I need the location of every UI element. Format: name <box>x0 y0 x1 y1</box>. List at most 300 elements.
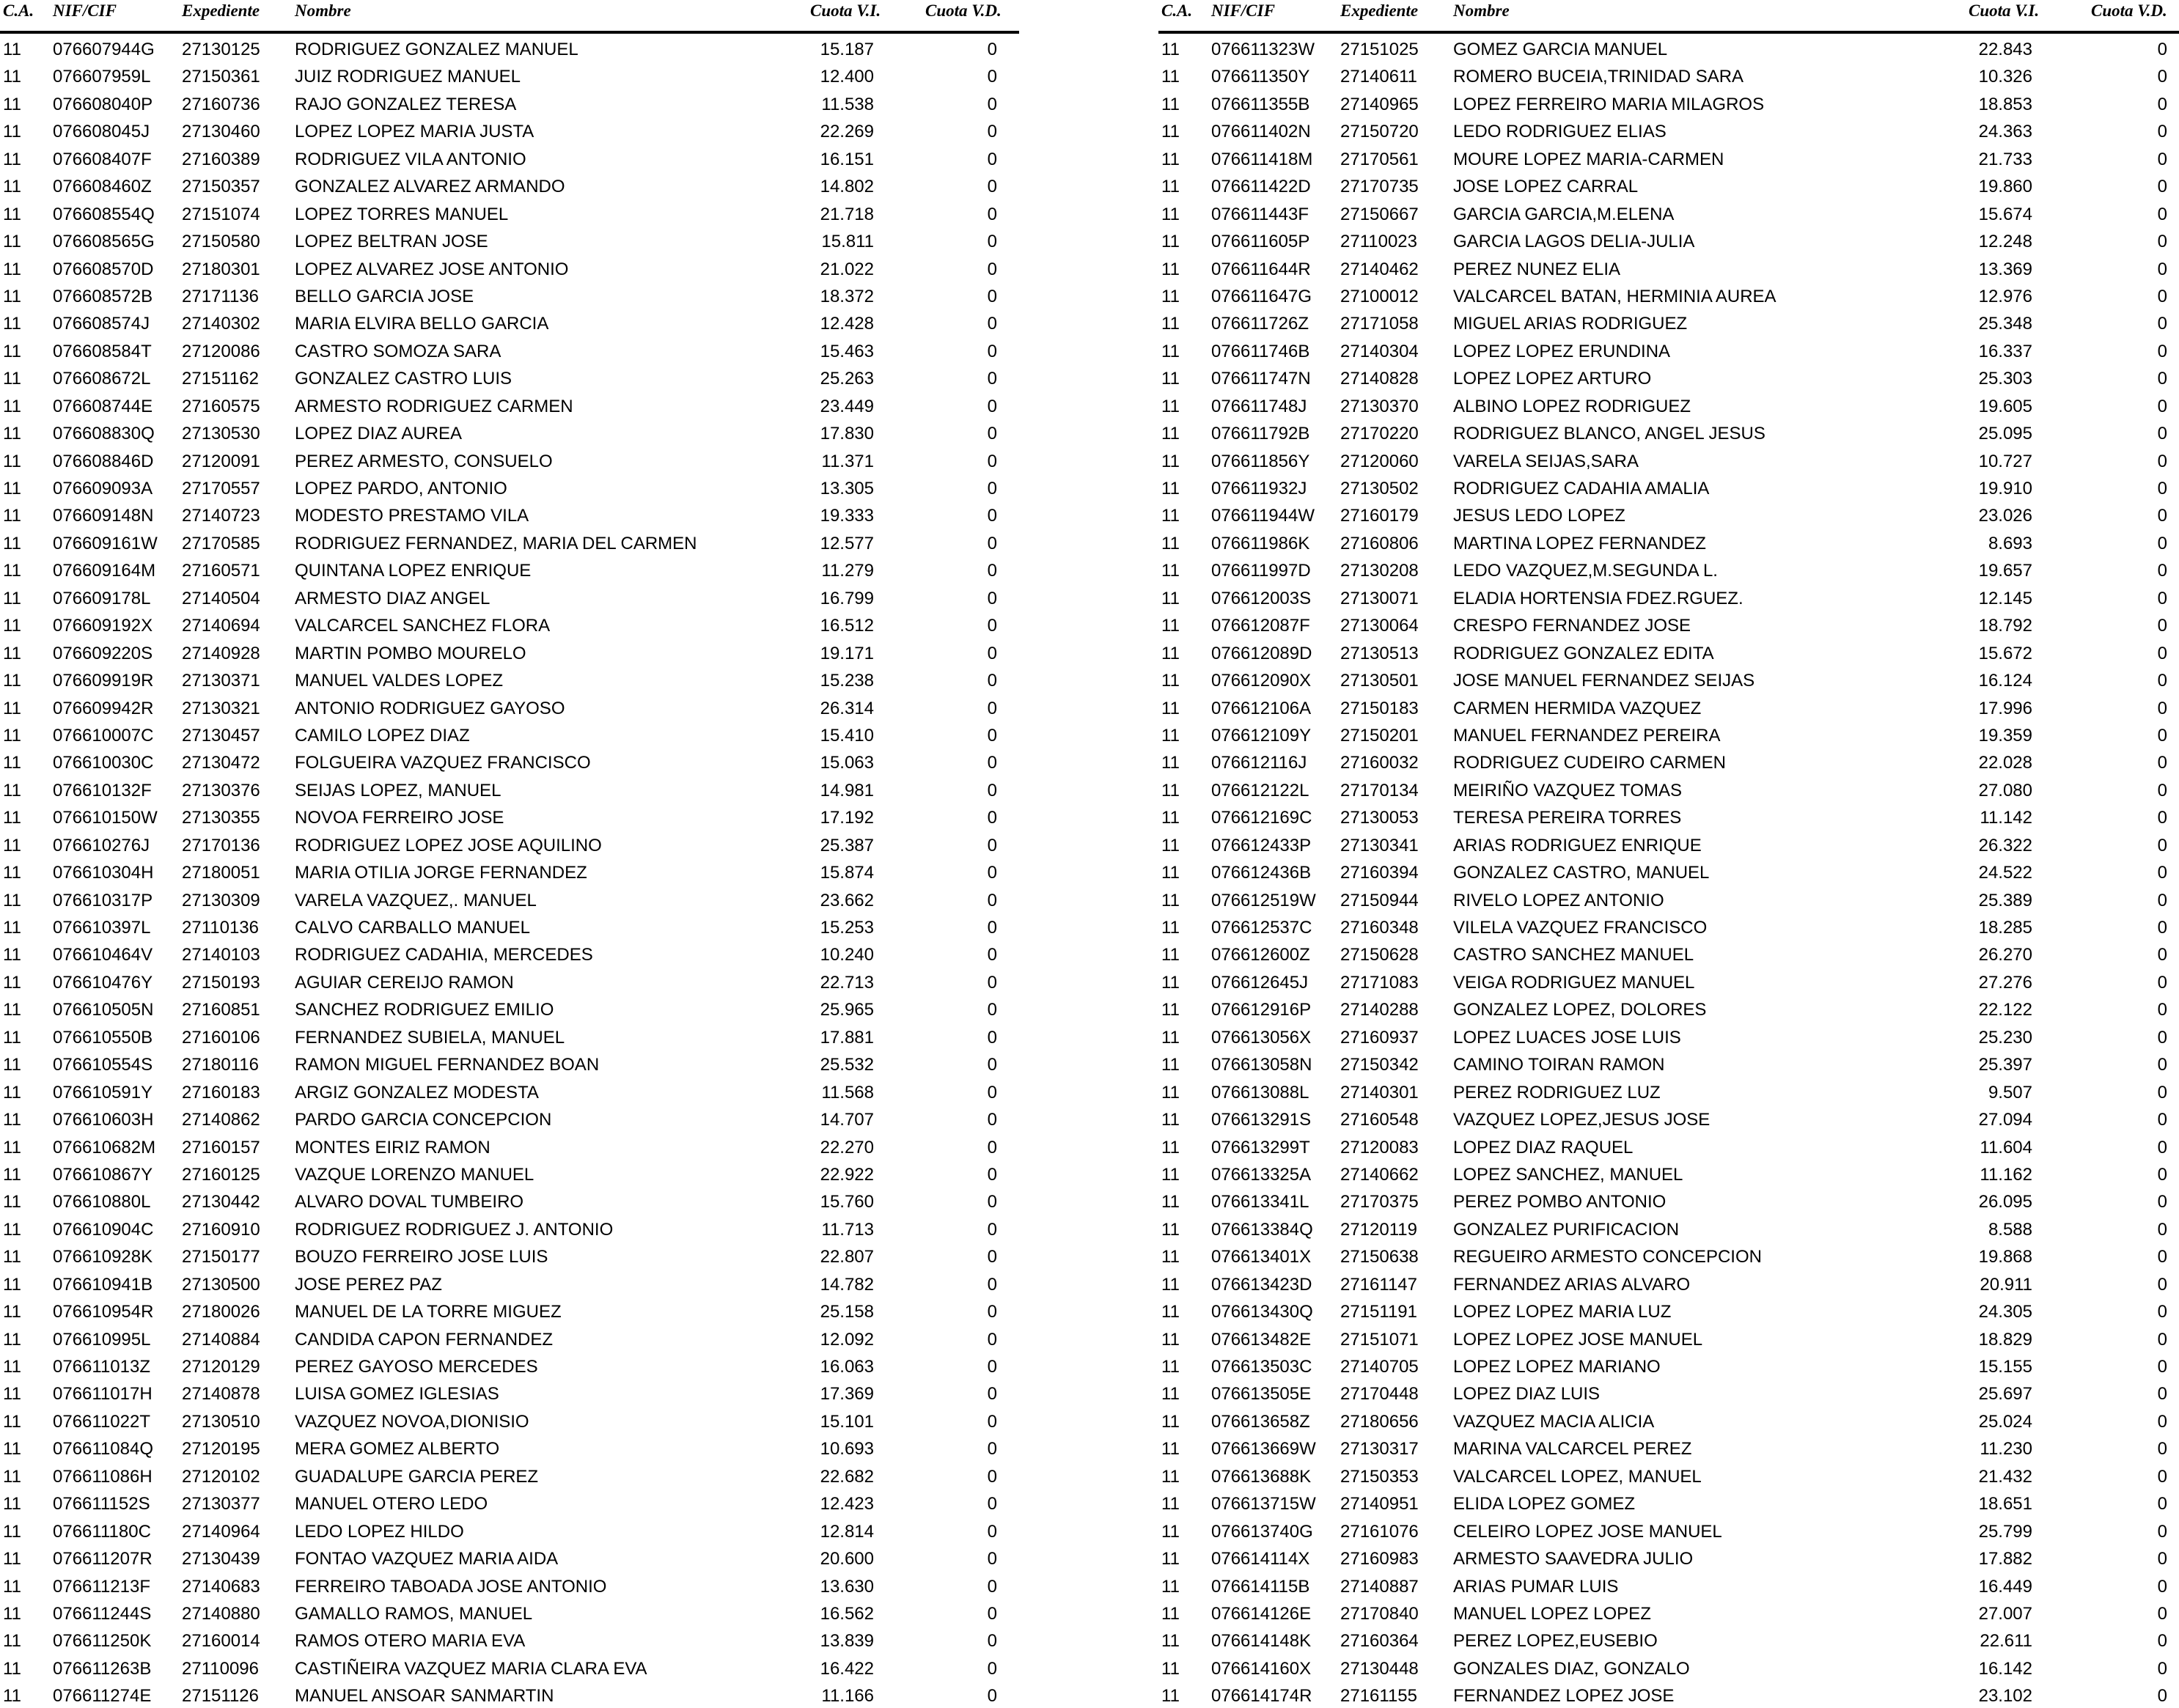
cell-ca: 11 <box>3 1027 21 1048</box>
cell-cuota-vd: 0 <box>2157 451 2167 471</box>
cell-ca: 11 <box>1161 1631 1180 1652</box>
cell-expediente: 27140103 <box>182 945 260 965</box>
cell-nif: 076611932J <box>1211 479 1307 498</box>
table-row <box>1158 116 2179 143</box>
cell-nif: 076612003S <box>1211 588 1312 608</box>
cell-cuota-vd: 0 <box>987 945 997 965</box>
cell-ca: 11 <box>1161 890 1180 910</box>
cell-expediente: 27130460 <box>182 122 260 142</box>
cell-expediente: 27130472 <box>182 753 260 773</box>
header-expediente: Expediente <box>1340 1 1419 20</box>
cell-nombre: GUADALUPE GARCIA PEREZ <box>295 1466 539 1487</box>
cell-ca: 11 <box>3 835 21 855</box>
cell-cuota-vd: 0 <box>987 890 997 910</box>
cell-nif: 076610476Y <box>53 972 153 993</box>
cell-nombre: RODRIGUEZ VILA ANTONIO <box>295 149 526 169</box>
cell-cuota-vi: 13.630 <box>820 1576 874 1597</box>
table-row <box>0 1022 1019 1049</box>
cell-nif: 076611207R <box>53 1549 153 1569</box>
cell-cuota-vi: 23.662 <box>820 890 874 910</box>
cell-nombre: GONZALES DIAZ, GONZALO <box>1453 1658 1690 1679</box>
cell-ca: 11 <box>3 1247 21 1267</box>
cell-cuota-vd: 0 <box>987 588 997 608</box>
cell-nombre: LOPEZ LOPEZ JOSE MANUEL <box>1453 1329 1703 1350</box>
cell-nif: 076613058N <box>1211 1055 1312 1075</box>
cell-nif: 076613423D <box>1211 1274 1312 1295</box>
cell-nombre: VALCARCEL BATAN, HERMINIA AUREA <box>1453 286 1776 306</box>
table-row <box>1158 1653 2179 1680</box>
cell-cuota-vi: 11.166 <box>821 1686 874 1707</box>
cell-ca: 11 <box>1161 1411 1180 1432</box>
cell-nombre: MERA GOMEZ ALBERTO <box>295 1439 500 1459</box>
table-row <box>1158 34 2179 61</box>
cell-cuota-vi: 25.348 <box>1978 314 2032 334</box>
cell-nif: 076609148N <box>53 506 154 526</box>
table-row <box>1158 994 2179 1021</box>
cell-nif: 076611997D <box>1211 561 1311 581</box>
cell-cuota-vi: 10.693 <box>820 1439 874 1459</box>
cell-expediente: 27150353 <box>1340 1466 1419 1487</box>
cell-expediente: 27130317 <box>1340 1439 1419 1459</box>
cell-ca: 11 <box>3 40 21 59</box>
cell-expediente: 27151074 <box>182 204 260 224</box>
cell-ca: 11 <box>3 1631 21 1652</box>
table-row <box>1158 1077 2179 1104</box>
cell-cuota-vi: 19.910 <box>1978 479 2032 498</box>
cell-nif: 076614160X <box>1211 1658 1312 1679</box>
table-row <box>1158 1324 2179 1351</box>
table-row <box>0 747 1019 774</box>
cell-cuota-vi: 25.263 <box>820 369 874 389</box>
cell-expediente: 27130502 <box>1340 479 1419 498</box>
cell-ca: 11 <box>1161 149 1180 169</box>
cell-cuota-vi: 24.363 <box>1978 122 2032 142</box>
cell-nombre: GONZALEZ PURIFICACION <box>1453 1219 1680 1240</box>
cell-ca: 11 <box>3 1411 21 1432</box>
cell-cuota-vi: 14.802 <box>820 177 874 197</box>
table-row <box>0 1433 1019 1460</box>
cell-cuota-vd: 0 <box>2157 1439 2167 1459</box>
cell-cuota-vd: 0 <box>987 1658 997 1679</box>
table-row <box>0 693 1019 720</box>
cell-cuota-vd: 0 <box>2157 1164 2167 1185</box>
cell-expediente: 27130457 <box>182 725 260 746</box>
cell-nombre: ELADIA HORTENSIA FDEZ.RGUEZ. <box>1453 588 1743 608</box>
cell-ca: 11 <box>1161 1082 1180 1103</box>
cell-nif: 076611263B <box>53 1658 152 1679</box>
cell-nombre: VILELA VAZQUEZ FRANCISCO <box>1453 918 1708 938</box>
cell-nif: 076610682M <box>53 1137 156 1157</box>
cell-expediente: 27140462 <box>1340 259 1419 279</box>
table-row <box>1158 144 2179 171</box>
cell-cuota-vd: 0 <box>987 616 997 636</box>
cell-nombre: MANUEL DE LA TORRE MIGUEZ <box>295 1302 562 1322</box>
cell-nombre: CASTRO SOMOZA SARA <box>295 341 501 361</box>
cell-cuota-vi: 27.080 <box>1978 780 2032 800</box>
cell-expediente: 27130064 <box>1340 616 1419 636</box>
cell-cuota-vi: 17.996 <box>1978 698 2032 718</box>
table-row <box>1158 336 2179 363</box>
cell-ca: 11 <box>1161 204 1180 224</box>
cell-cuota-vd: 0 <box>2157 1521 2167 1542</box>
cell-nif: 076612090X <box>1211 671 1312 691</box>
table-row <box>1158 446 2179 473</box>
cell-ca: 11 <box>3 424 21 444</box>
cell-ca: 11 <box>3 1110 21 1130</box>
cell-expediente: 27170735 <box>1340 177 1419 197</box>
cell-cuota-vi: 15.674 <box>1978 204 2032 224</box>
cell-cuota-vi: 25.965 <box>820 1000 874 1020</box>
table-row <box>0 473 1019 500</box>
table-row <box>0 1351 1019 1378</box>
cell-expediente: 27120086 <box>182 341 260 361</box>
cell-nombre: ARMESTO DIAZ ANGEL <box>295 588 490 608</box>
table-row <box>0 144 1019 171</box>
cell-nombre: GONZALEZ LOPEZ, DOLORES <box>1453 1000 1707 1020</box>
cell-nif: 076610954R <box>53 1302 154 1322</box>
cell-cuota-vd: 0 <box>987 1082 997 1103</box>
cell-nombre: LOPEZ LOPEZ MARIANO <box>1453 1357 1661 1377</box>
table-row <box>0 1269 1019 1296</box>
table-row <box>0 1049 1019 1076</box>
cell-ca: 11 <box>1161 918 1180 938</box>
cell-nombre: RAMOS OTERO MARIA EVA <box>295 1631 526 1652</box>
cell-nombre: MONTES EIRIZ RAMON <box>295 1137 490 1157</box>
table-row <box>1158 802 2179 829</box>
cell-expediente: 27170585 <box>182 533 260 553</box>
cell-cuota-vd: 0 <box>987 479 997 498</box>
cell-ca: 11 <box>1161 643 1180 663</box>
cell-expediente: 27130355 <box>182 808 260 828</box>
cell-cuota-vd: 0 <box>2157 149 2167 169</box>
cell-cuota-vd: 0 <box>987 451 997 471</box>
table-row <box>0 308 1019 335</box>
cell-nif: 076611084Q <box>53 1439 154 1459</box>
cell-nombre: NOVOA FERREIRO JOSE <box>295 808 504 828</box>
table-row <box>1158 1104 2179 1131</box>
cell-nombre: ARIAS RODRIGUEZ ENRIQUE <box>1453 835 1702 855</box>
cell-nif: 076612519W <box>1211 890 1316 910</box>
cell-nif: 076614174R <box>1211 1686 1312 1707</box>
cell-cuota-vd: 0 <box>2157 561 2167 581</box>
cell-nombre: SANCHEZ RODRIGUEZ EMILIO <box>295 1000 554 1020</box>
cell-expediente: 27160548 <box>1340 1110 1419 1130</box>
cell-expediente: 27140301 <box>1340 1082 1419 1103</box>
cell-expediente: 27140662 <box>1340 1164 1419 1185</box>
table-row <box>1158 1159 2179 1186</box>
cell-nif: 076611017H <box>53 1384 153 1405</box>
cell-cuota-vd: 0 <box>987 1110 997 1130</box>
cell-nombre: QUINTANA LOPEZ ENRIQUE <box>295 561 532 581</box>
table-row <box>1158 555 2179 582</box>
cell-cuota-vi: 10.326 <box>1978 67 2032 87</box>
cell-cuota-vi: 22.270 <box>820 1137 874 1157</box>
table-row <box>0 1378 1019 1405</box>
cell-cuota-vd: 0 <box>987 1357 997 1377</box>
cell-ca: 11 <box>3 1439 21 1459</box>
cell-expediente: 27170448 <box>1340 1384 1419 1405</box>
cell-ca: 11 <box>3 451 21 471</box>
cell-expediente: 27151162 <box>182 369 259 389</box>
cell-cuota-vi: 14.981 <box>820 780 874 800</box>
cell-nif: 076611244S <box>53 1603 152 1624</box>
cell-ca: 11 <box>1161 1164 1180 1185</box>
cell-nif: 076613430Q <box>1211 1302 1313 1322</box>
cell-nombre: RODRIGUEZ GONZALEZ MANUEL <box>295 40 578 59</box>
cell-ca: 11 <box>1161 1603 1180 1624</box>
table-row <box>0 363 1019 390</box>
cell-cuota-vi: 23.449 <box>820 396 874 416</box>
cell-nombre: LOPEZ ALVAREZ JOSE ANTONIO <box>295 259 569 279</box>
cell-expediente: 27160389 <box>182 149 260 169</box>
cell-nombre: RODRIGUEZ CADAHIA, MERCEDES <box>295 945 593 965</box>
cell-cuota-vi: 23.026 <box>1978 506 2032 526</box>
cell-nif: 076612645J <box>1211 972 1309 993</box>
cell-cuota-vd: 0 <box>2157 1494 2167 1514</box>
cell-ca: 11 <box>1161 479 1180 498</box>
cell-nombre: ARIAS PUMAR LUIS <box>1453 1576 1619 1597</box>
cell-nombre: SEIJAS LOPEZ, MANUEL <box>295 780 501 800</box>
cell-nif: 076610304H <box>53 863 154 883</box>
table-row <box>1158 967 2179 994</box>
cell-ca: 11 <box>1161 122 1180 142</box>
table-row <box>1158 89 2179 116</box>
table-row <box>1158 1516 2179 1543</box>
table-row <box>0 912 1019 939</box>
cell-cuota-vi: 17.882 <box>1978 1549 2032 1569</box>
cell-expediente: 27130071 <box>1340 588 1419 608</box>
cell-nif: 076611213F <box>53 1576 151 1597</box>
cell-nombre: LOPEZ LUACES JOSE LUIS <box>1453 1027 1681 1048</box>
cell-ca: 11 <box>1161 177 1180 197</box>
cell-ca: 11 <box>1161 533 1180 553</box>
cell-cuota-vi: 13.305 <box>820 479 874 498</box>
cell-cuota-vi: 16.142 <box>1978 1658 2032 1679</box>
cell-expediente: 27161147 <box>1340 1274 1417 1295</box>
cell-nif: 076613482E <box>1211 1329 1312 1350</box>
cell-nif: 076613325A <box>1211 1164 1312 1185</box>
cell-expediente: 27171136 <box>182 286 259 306</box>
cell-cuota-vd: 0 <box>2157 1357 2167 1377</box>
table-row <box>0 446 1019 473</box>
cell-ca: 11 <box>3 286 21 306</box>
cell-cuota-vd: 0 <box>2157 780 2167 800</box>
cell-expediente: 27140964 <box>182 1521 260 1542</box>
cell-nombre: LOPEZ LOPEZ MARIA JUSTA <box>295 122 534 142</box>
cell-cuota-vd: 0 <box>2157 698 2167 718</box>
table-row <box>0 89 1019 116</box>
cell-ca: 11 <box>1161 1576 1180 1597</box>
cell-expediente: 27160106 <box>182 1027 260 1048</box>
cell-ca: 11 <box>1161 1439 1180 1459</box>
cell-nif: 076608407F <box>53 149 152 169</box>
cell-ca: 11 <box>3 1603 21 1624</box>
cell-expediente: 27130448 <box>1340 1658 1419 1679</box>
table-row <box>0 391 1019 418</box>
cell-expediente: 27160348 <box>1340 918 1419 938</box>
table-row <box>1158 638 2179 665</box>
table-row <box>0 1625 1019 1652</box>
cell-expediente: 27120091 <box>182 451 260 471</box>
cell-nif: 076612433P <box>1211 835 1312 855</box>
table-row <box>1158 939 2179 966</box>
cell-nombre: LOPEZ LOPEZ ARTURO <box>1453 369 1652 389</box>
cell-cuota-vd: 0 <box>2157 341 2167 361</box>
cell-cuota-vd: 0 <box>2157 1466 2167 1487</box>
cell-expediente: 27160364 <box>1340 1631 1419 1652</box>
cell-nombre: LOPEZ DIAZ LUIS <box>1453 1384 1601 1405</box>
cell-nombre: FERNANDEZ ARIAS ALVARO <box>1453 1274 1691 1295</box>
cell-cuota-vd: 0 <box>2157 1603 2167 1624</box>
cell-nombre: LOPEZ TORRES MANUEL <box>295 204 509 224</box>
cell-nombre: TERESA PEREIRA TORRES <box>1453 808 1682 828</box>
cell-nombre: GAMALLO RAMOS, MANUEL <box>295 1603 533 1624</box>
cell-cuota-vd: 0 <box>2157 1329 2167 1350</box>
cell-cuota-vd: 0 <box>2157 286 2167 306</box>
cell-cuota-vi: 22.682 <box>820 1466 874 1487</box>
cell-cuota-vd: 0 <box>2157 67 2167 87</box>
cell-cuota-vi: 19.171 <box>820 643 874 663</box>
cell-expediente: 27120060 <box>1340 451 1419 471</box>
cell-cuota-vd: 0 <box>2157 1110 2167 1130</box>
cell-cuota-vd: 0 <box>2157 643 2167 663</box>
cell-nif: 076610603H <box>53 1110 154 1130</box>
cell-cuota-vd: 0 <box>987 232 997 252</box>
cell-expediente: 27140683 <box>182 1576 260 1597</box>
cell-expediente: 27130500 <box>182 1274 260 1295</box>
cell-cuota-vd: 0 <box>987 94 997 114</box>
cell-cuota-vi: 25.387 <box>820 835 874 855</box>
table-row <box>0 34 1019 61</box>
cell-ca: 11 <box>3 396 21 416</box>
cell-nombre: RAMON MIGUEL FERNANDEZ BOAN <box>295 1055 600 1075</box>
cell-nif: 076608672L <box>53 369 151 389</box>
cell-ca: 11 <box>1161 972 1180 993</box>
cell-nif: 076613503C <box>1211 1357 1312 1377</box>
table-row <box>1158 1625 2179 1652</box>
cell-ca: 11 <box>1161 259 1180 279</box>
cell-cuota-vd: 0 <box>2157 1247 2167 1267</box>
cell-cuota-vi: 26.314 <box>820 698 874 718</box>
cell-cuota-vi: 27.007 <box>1978 1603 2032 1624</box>
cell-cuota-vd: 0 <box>2157 1137 2167 1157</box>
cell-nif: 076611086H <box>53 1466 153 1487</box>
cell-ca: 11 <box>1161 1384 1180 1405</box>
cell-ca: 11 <box>3 479 21 498</box>
cell-expediente: 27130501 <box>1340 671 1419 691</box>
cell-cuota-vi: 12.423 <box>820 1494 874 1514</box>
header-expediente: Expediente <box>182 1 260 20</box>
cell-ca: 11 <box>1161 1521 1180 1542</box>
cell-nif: 076608744E <box>53 396 153 416</box>
cell-nif: 076611250K <box>53 1631 152 1652</box>
cell-cuota-vi: 19.359 <box>1978 725 2032 746</box>
cell-ca: 11 <box>1161 863 1180 883</box>
cell-ca: 11 <box>3 1576 21 1597</box>
cell-expediente: 27151071 <box>1340 1329 1419 1350</box>
cell-cuota-vi: 16.063 <box>820 1357 874 1377</box>
cell-nif: 076611022T <box>53 1411 151 1432</box>
cell-nif: 076610397L <box>53 918 151 938</box>
cell-nombre: CASTIÑEIRA VAZQUEZ MARIA CLARA EVA <box>295 1658 647 1679</box>
cell-cuota-vi: 22.807 <box>820 1247 874 1267</box>
table-row <box>0 1680 1019 1707</box>
cell-nif: 076609942R <box>53 698 154 718</box>
cell-expediente: 27160014 <box>182 1631 260 1652</box>
cell-nombre: MANUEL FERNANDEZ PEREIRA <box>1453 725 1721 746</box>
table-row <box>1158 1049 2179 1076</box>
header-cuota-vi: Cuota V.I. <box>810 1 881 20</box>
cell-ca: 11 <box>3 753 21 773</box>
table-row <box>1158 1351 2179 1378</box>
cell-nif: 076611323W <box>1211 40 1315 59</box>
cell-nombre: JOSE MANUEL FERNANDEZ SEIJAS <box>1453 671 1755 691</box>
cell-expediente: 27120119 <box>1340 1219 1417 1240</box>
table-row <box>1158 912 2179 939</box>
cell-ca: 11 <box>1161 588 1180 608</box>
cell-cuota-vd: 0 <box>987 863 997 883</box>
header-nif: NIF/CIF <box>53 1 117 20</box>
cell-nombre: MANUEL LOPEZ LOPEZ <box>1453 1603 1651 1624</box>
cell-cuota-vi: 15.063 <box>820 753 874 773</box>
cell-ca: 11 <box>3 588 21 608</box>
cell-cuota-vi: 22.122 <box>1978 1000 2032 1020</box>
cell-cuota-vi: 25.230 <box>1978 1027 2032 1048</box>
cell-cuota-vd: 0 <box>2157 1576 2167 1597</box>
cell-expediente: 27170561 <box>1340 149 1419 169</box>
cell-nombre: VALCARCEL SANCHEZ FLORA <box>295 616 551 636</box>
table-row <box>1158 528 2179 555</box>
cell-cuota-vi: 11.230 <box>1980 1439 2032 1459</box>
cell-cuota-vd: 0 <box>987 1603 997 1624</box>
cell-cuota-vi: 25.799 <box>1978 1521 2032 1542</box>
table-row <box>1158 1378 2179 1405</box>
cell-expediente: 27130513 <box>1340 643 1419 663</box>
cell-expediente: 27170375 <box>1340 1192 1419 1212</box>
table-row <box>1158 363 2179 390</box>
table-row <box>0 1077 1019 1104</box>
cell-ca: 11 <box>1161 40 1180 59</box>
table-row <box>0 1241 1019 1268</box>
cell-nombre: LOPEZ BELTRAN JOSE <box>295 232 488 252</box>
table-row <box>0 1214 1019 1241</box>
cell-cuota-vi: 9.507 <box>1988 1082 2032 1103</box>
cell-nombre: ALVARO DOVAL TUMBEIRO <box>295 1192 524 1212</box>
cell-expediente: 27150944 <box>1340 890 1419 910</box>
header-cuota-vi: Cuota V.I. <box>1969 1 2040 20</box>
cell-cuota-vd: 0 <box>2157 1384 2167 1405</box>
cell-nif: 076611013Z <box>53 1357 151 1377</box>
header-ca: C.A. <box>1161 1 1193 20</box>
cell-nif: 076609919R <box>53 671 154 691</box>
cell-cuota-vi: 25.158 <box>820 1302 874 1322</box>
cell-cuota-vd: 0 <box>987 643 997 663</box>
cell-nif: 076608570D <box>53 259 154 279</box>
cell-expediente: 27120129 <box>182 1357 260 1377</box>
cell-nif: 076613384Q <box>1211 1219 1313 1240</box>
cell-cuota-vi: 17.830 <box>820 424 874 444</box>
cell-nombre: VEIGA RODRIGUEZ MANUEL <box>1453 972 1695 993</box>
header-ca: C.A. <box>3 1 34 20</box>
cell-nombre: CAMINO TOIRAN RAMON <box>1453 1055 1665 1075</box>
header-cuota-vd: Cuota V.D. <box>925 1 1002 20</box>
cell-cuota-vd: 0 <box>987 753 997 773</box>
cell-nombre: PEREZ NUNEZ ELIA <box>1453 259 1621 279</box>
cell-cuota-vi: 15.874 <box>820 863 874 883</box>
cell-cuota-vd: 0 <box>987 698 997 718</box>
cell-expediente: 27161155 <box>1340 1686 1417 1707</box>
cell-nif: 076608584T <box>53 341 152 361</box>
